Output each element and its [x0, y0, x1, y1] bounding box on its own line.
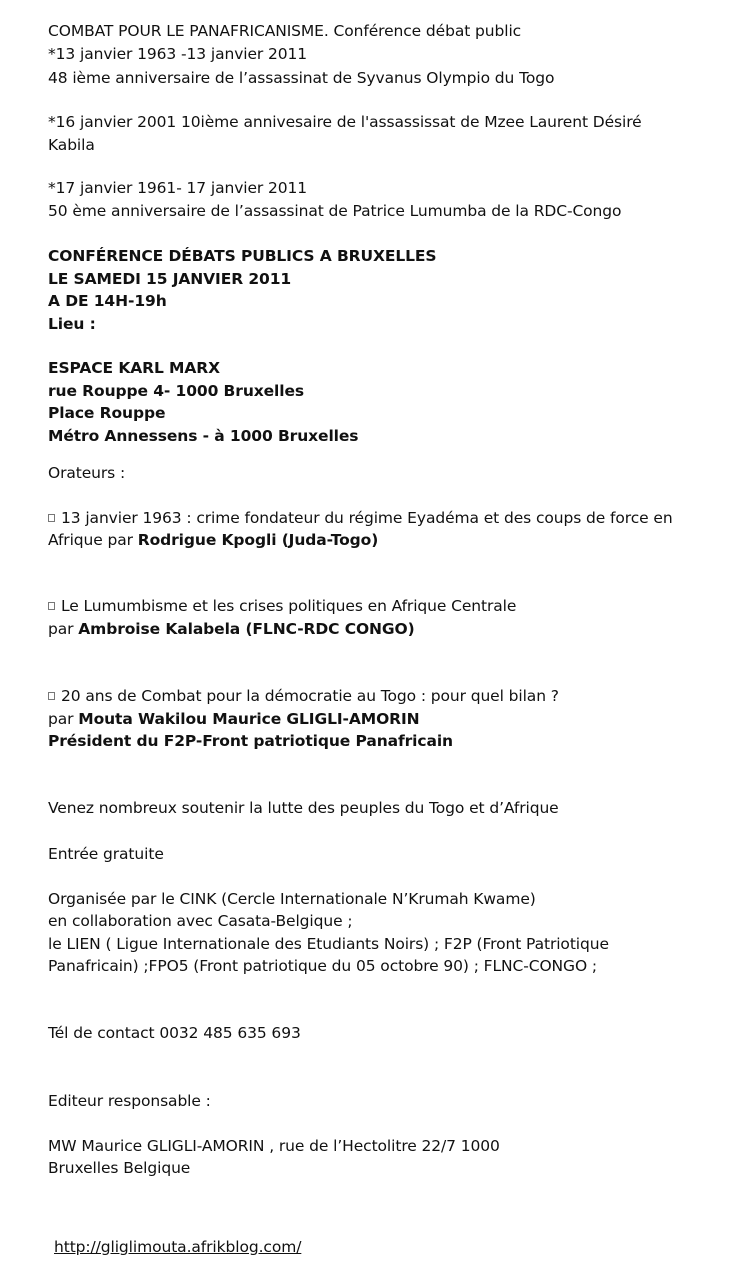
speaker-3-topic — [48, 685, 559, 707]
contact-phone: Tél de contact 0032 485 635 693 — [48, 1024, 301, 1042]
header-line-2: *13 janvier 1963 -13 janvier 2011 — [48, 45, 308, 63]
venue-square: Place Rouppe — [48, 404, 166, 422]
speaker-2-name: Ambroise Kalabela (FLNC-RDC CONGO) — [78, 620, 415, 638]
blog-link[interactable]: http://gliglimouta.afrikblog.com/ — [54, 1238, 302, 1256]
blog-link-row — [54, 1236, 301, 1258]
speaker-3-prefix: par — [48, 710, 79, 728]
bullet-icon — [48, 602, 55, 610]
speaker-1-topic-text: 13 janvier 1963 : crime fondateur du régime Eyadéma et des coups de force en — [61, 509, 673, 527]
speaker-3-name: Mouta Wakilou Maurice GLIGLI-AMORIN — [78, 710, 420, 728]
venue-name: ESPACE KARL MARX — [48, 359, 220, 377]
speaker-1-name: Rodrigue Kpogli (Juda-Togo) — [137, 531, 379, 549]
editor-label: Editeur responsable : — [48, 1092, 211, 1110]
organizer-line-4: Panafricain) ;FPO5 (Front patriotique du 05 octobre 90) ; FLNC-CONGO ; — [48, 957, 597, 975]
venue-street: rue Rouppe 4- 1000 Bruxelles — [48, 382, 305, 400]
venue-metro: Métro Annessens - à 1000 Bruxelles — [48, 427, 359, 445]
call-to-action: Venez nombreux soutenir la lutte des peuples du Togo et d’Afrique — [48, 799, 559, 817]
bullet-icon — [48, 514, 55, 522]
editor-line-2: Bruxelles Belgique — [48, 1159, 191, 1177]
speaker-2-line — [48, 618, 415, 640]
lumumba-line-1: *17 janvier 1961- 17 janvier 2011 — [48, 179, 308, 197]
speaker-2-topic-text: Le Lumumbisme et les crises politiques en Afrique Centrale — [61, 597, 517, 615]
speaker-1-prefix: Afrique par — [48, 531, 138, 549]
speaker-2-topic — [48, 595, 516, 617]
entry-info: Entrée gratuite — [48, 845, 164, 863]
speakers-label: Orateurs : — [48, 464, 126, 482]
organizer-line-2: en collaboration avec Casata-Belgique ; — [48, 912, 353, 930]
event-title: CONFÉRENCE DÉBATS PUBLICS A BRUXELLES — [48, 247, 437, 265]
speaker-2-prefix: par — [48, 620, 79, 638]
header-line-3: 48 ième anniversaire de l’assassinat de Syvanus Olympio du Togo — [48, 69, 555, 87]
speaker-3-topic-text: 20 ans de Combat pour la démocratie au Togo : pour quel bilan ? — [61, 687, 559, 705]
kabila-line-1: *16 janvier 2001 10ième annivesaire de l'assassissat de Mzee Laurent Désiré — [48, 113, 642, 131]
header-line-1: COMBAT POUR LE PANAFRICANISME. Conférence débat public — [48, 22, 522, 40]
speaker-1-topic — [48, 507, 673, 529]
event-date: LE SAMEDI 15 JANVIER 2011 — [48, 270, 292, 288]
kabila-line-2: Kabila — [48, 136, 95, 154]
event-place-label: Lieu : — [48, 315, 96, 333]
speaker-1-line — [48, 529, 378, 551]
lumumba-line-2: 50 ème anniversaire de l’assassinat de Patrice Lumumba de la RDC-Congo — [48, 202, 622, 220]
bullet-icon — [48, 692, 55, 700]
event-time: A DE 14H-19h — [48, 292, 167, 310]
editor-line-1: MW Maurice GLIGLI-AMORIN , rue de l’Hectolitre 22/7 1000 — [48, 1137, 500, 1155]
organizer-line-1: Organisée par le CINK (Cercle Internationale N’Krumah Kwame) — [48, 890, 536, 908]
speaker-3-title: Président du F2P-Front patriotique Panafricain — [48, 732, 453, 750]
organizer-line-3: le LIEN ( Ligue Internationale des Etudiants Noirs) ; F2P (Front Patriotique — [48, 935, 609, 953]
speaker-3-line — [48, 708, 420, 730]
